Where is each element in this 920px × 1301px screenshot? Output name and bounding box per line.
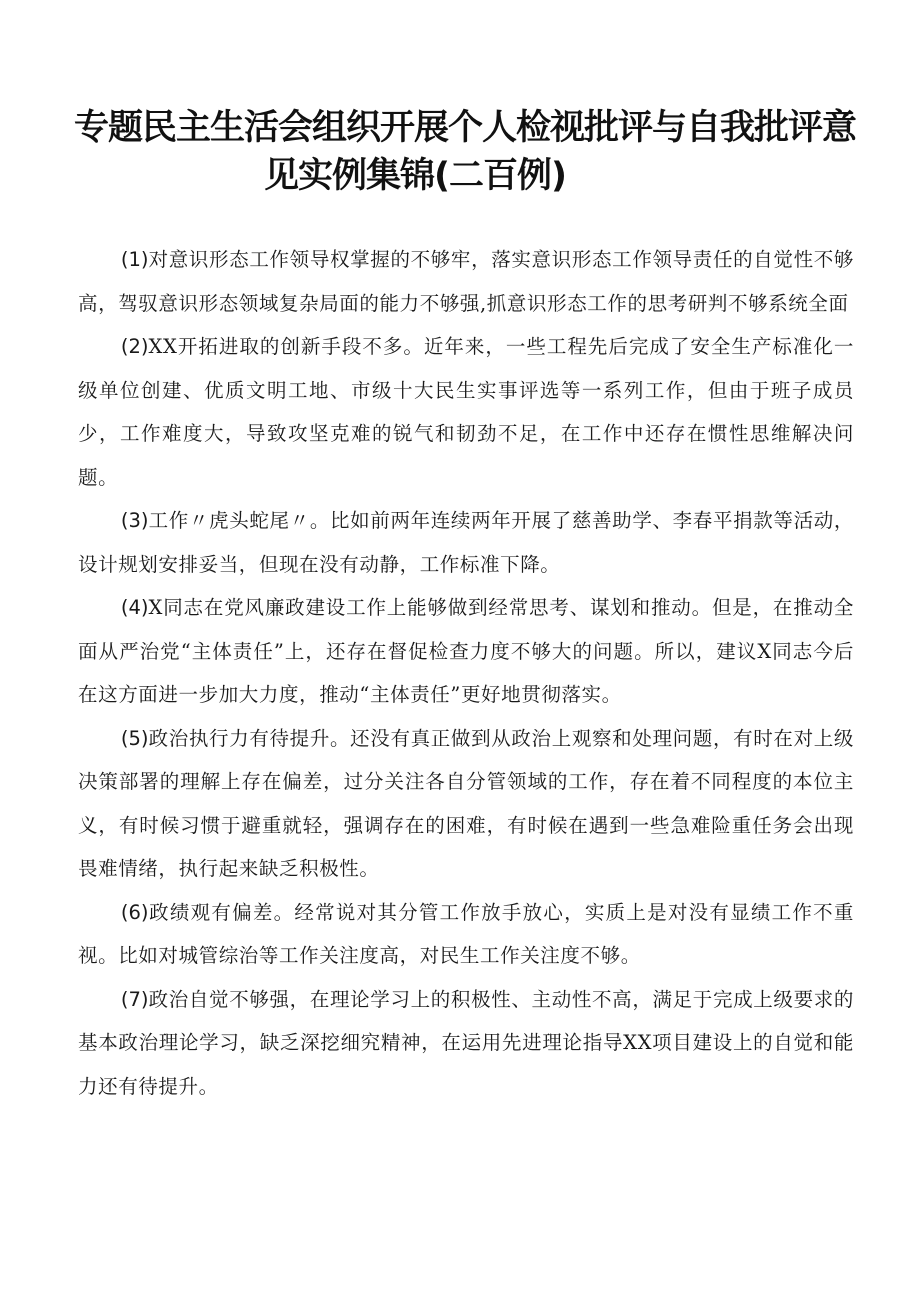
paragraph-5 [78,717,854,891]
paragraph-4 [78,586,854,717]
paragraph-number: (3) [120,509,149,532]
paragraph-6 [78,891,854,978]
paragraph-number: (1) [120,248,149,271]
paragraph-number: (4) [120,596,149,619]
document-title [60,104,860,200]
paragraph-2 [78,325,854,499]
paragraph-number: (6) [120,900,149,924]
title-line-2: 见实例集锦(二百例) [264,156,566,196]
paragraph-text: 对意识形态工作领导权掌握的不够牢，落实意识形态工作领导责任的自觉性不够高，驾驭意识形态领域复杂局面的能力不够强,抓意识形态工作的思考研判不够系统全面 [78,248,854,315]
document-body [78,238,854,1108]
paragraph-text: XX开拓进取的创新手段不多。近年来，一些工程先后完成了安全生产标准化一级单位创建、优质文明工地、市级十大民生实事评选等一系列工作，但由于班子成员少，工作难度大，导致攻坚克难的锐气和韧劲不足，在工作中还存在惯性思维解决问题。 [78,335,854,489]
paragraph-text: X同志在党风廉政建设工作上能够做到经常思考、谋划和推动。但是，在推动全面从严治党“主体责任”上，还存在督促检查力度不够大的问题。所以，建议X同志今后在这方面进一步加大力度，推动“主体责任”更好地贯彻落实。 [78,596,854,706]
paragraph-text: 政治执行力有待提升。还没有真正做到从政治上观察和处理问题，有时在对上级决策部署的理解上存在偏差，过分关注各自分管领域的工作，存在着不同程度的本位主义，有时候习惯于避重就轻，强调存在的困难，有时候在遇到一些急难险重任务会出现畏难情绪，执行起来缺乏积极性。 [78,726,854,880]
paragraph-text: 政绩观有偏差。经常说对其分管工作放手放心，实质上是对没有显绩工作不重视。比如对城管综治等工作关注度高，对民生工作关注度不够。 [78,900,854,967]
paragraph-number: (2) [120,335,149,358]
paragraph-text: 政治自觉不够强，在理论学习上的积极性、主动性不高，满足于完成上级要求的基本政治理论学习，缺乏深挖细究精神，在运用先进理论指导XX项目建设上的自觉和能力还有待提升。 [78,987,854,1098]
paragraph-3 [78,499,854,586]
paragraph-text: 工作〃虎头蛇尾〃。比如前两年连续两年开展了慈善助学、李春平捐款等活动，设计规划安排妥当，但现在没有动静，工作标准下降。 [78,509,854,576]
paragraph-7 [78,978,854,1109]
paragraph-number: (5) [120,726,149,750]
paragraph-number: (7) [120,987,149,1011]
title-line-1: 专题民主生活会组织开展个人检视批评与自我批评意 [74,108,857,148]
paragraph-1 [78,238,854,325]
